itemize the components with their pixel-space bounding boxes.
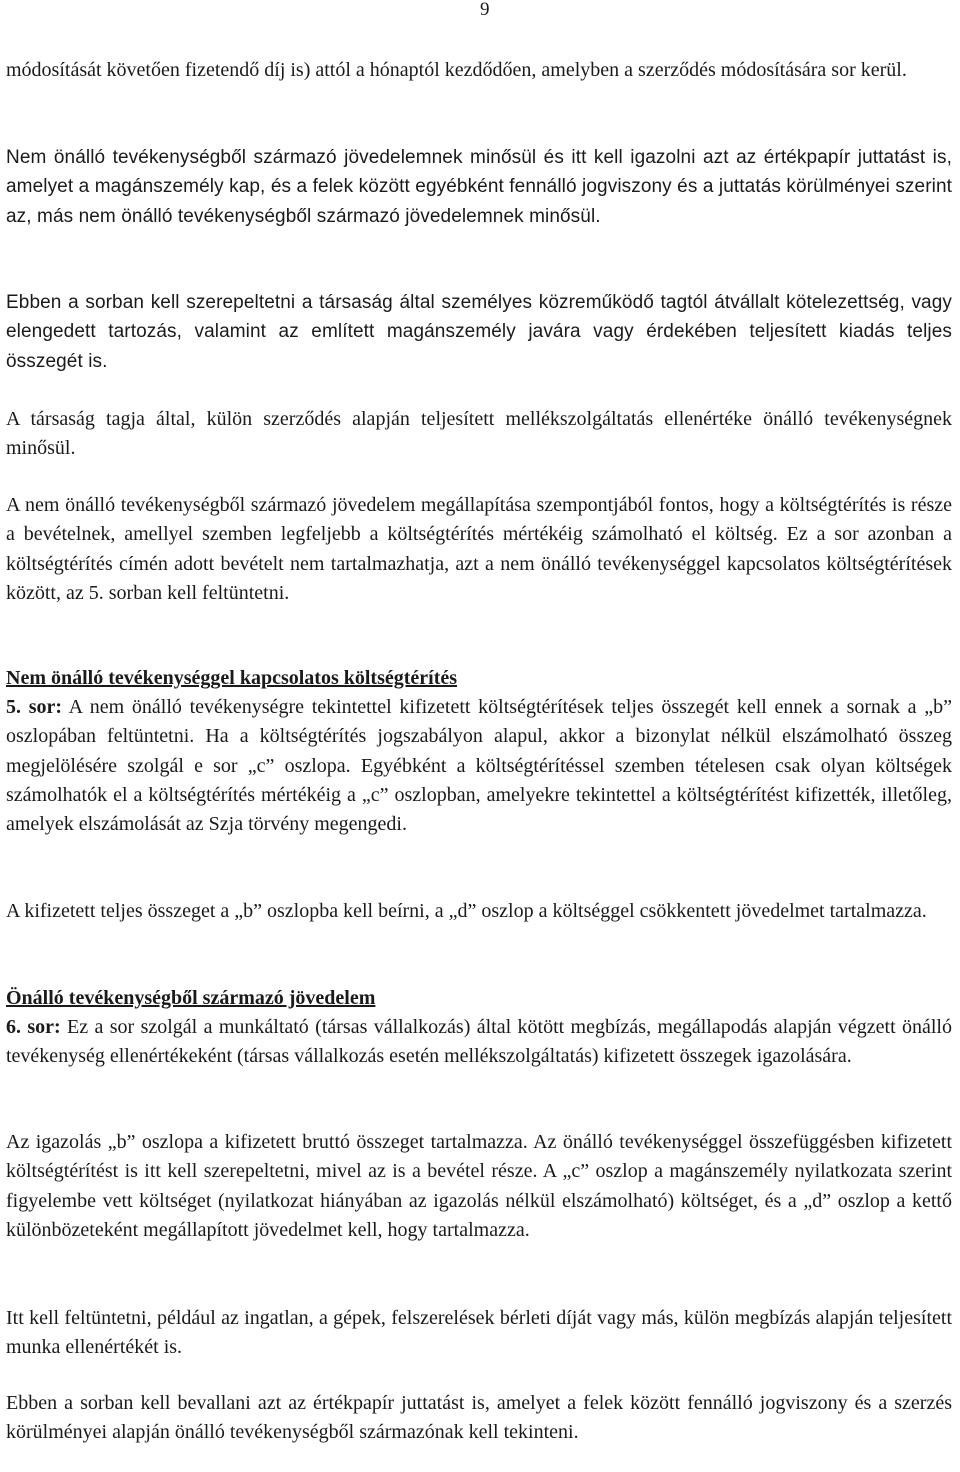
paragraph-cost-reimbursement-income: A nem önálló tevékenységből származó jövedelem megállapítása szempontjából fontos, hogy a költségtérítés is része a bevételnek, amellyel szemben legfeljebb a költségtérítés mértékéig számolható el költség. Ez a sor azonban a költségtérítés címén adott bevételt nem tartalmazhatja, azt a nem önálló tevékenységgel kapcsolatos költségtérítések között, az 5. sorban kell feltüntetni. (6, 494, 952, 604)
row-5-text: A nem önálló tevékenységre tekintettel kifizetett költségtérítések teljes összegét kell ennek a sornak a „b” oszlopában feltüntetni. Ha a költségtérítés jogszabályon alapul, akkor a bizonylat nélkül elszámolható összeg megjelölésére szolgál e sor „c” oszlopa. Egyébként a költségtérítéssel szemben tételesen csak olyan költségek számolhatók el a költségtérítés mértékéig a „c” oszlopban, amelyekre tekintettel a költségtérítést kifizették, illetőleg, amelyek elszámolását az Szja törvény megengedi. (6, 696, 952, 836)
section-heading-independent-activity: Önálló tevékenységből származó jövedelem (6, 987, 376, 1009)
page-number: 9 (480, 0, 490, 20)
paragraph-row-5 (6, 693, 952, 839)
row-5-label: 5. sor: (6, 696, 63, 718)
paragraph-row-6 (6, 1013, 952, 1072)
row-6-text: Ez a sor szolgál a munkáltató (társas vállalkozás) által kötött megbízás, megállapodás alapján végzett önálló tevékenység ellenértékeként (társas vállalkozás esetén mellékszolgáltatás) kifizetett összegek igazolására. (6, 1016, 952, 1068)
paragraph-rental-fees: Itt kell feltüntetni, például az ingatlan, a gépek, felszerelések bérleti díját vagy más, külön megbízás alapján teljesített munka ellenértékét is. (6, 1307, 952, 1359)
paragraph-securities-benefit: Nem önálló tevékenységből származó jövedelemnek minősül és itt kell igazolni azt az értékpapír juttatást is, amelyet a magánszemély kap, és a felek között egyébként fennálló jogviszony és a juttatás körülményei szerint az, más nem önálló tevékenységből származó jövedelemnek minősül. (6, 147, 952, 227)
paragraph-total-amount: A kifizetett teljes összeget a „b” oszlopba kell beírni, a „d” oszlop a költséggel csökkentett jövedelmet tartalmazza. (6, 900, 927, 922)
paragraph-contract-modification: módosítását követően fizetendő díj is) attól a hónaptól kezdődően, amelyben a szerződés módosítására sor kerül. (6, 59, 907, 81)
row-6-label: 6. sor: (6, 1016, 61, 1038)
paragraph-certificate-columns: Az igazolás „b” oszlopa a kifizetett bruttó összeget tartalmazza. Az önálló tevékenységgel összefüggésben kifizetett költségtérítést is itt kell szerepeltetni, mivel az is a bevétel része. A „c” oszlop a magánszemély nyilatkozata szerint figyelembe vett költséget (nyilatkozat hiányában az igazolás nélkül elszámolható) költséget, és a „d” oszlop a kettő különbözeteként megállapított jövedelmet kell, hogy tartalmazza. (6, 1131, 952, 1241)
paragraph-securities-declaration: Ebben a sorban kell bevallani azt az értékpapír juttatást is, amelyet a felek között fennálló jogviszony és a szerzés körülményei alapján önálló tevékenységből származónak kell tekinteni. (6, 1392, 952, 1444)
paragraph-assumed-obligation: Ebben a sorban kell szerepeltetni a társaság által személyes közreműködő tagtól átvállalt kötelezettség, vagy elengedett tartozás, valamint az említett magánszemély javára vagy érdekében teljesített kiadás teljes összegét is. (6, 292, 952, 372)
section-heading-cost-reimbursement: Nem önálló tevékenységgel kapcsolatos költségtérítés (6, 667, 458, 689)
paragraph-ancillary-service: A társaság tagja által, külön szerződés alapján teljesített mellékszolgáltatás ellenértéke önálló tevékenységnek minősül. (6, 408, 952, 460)
